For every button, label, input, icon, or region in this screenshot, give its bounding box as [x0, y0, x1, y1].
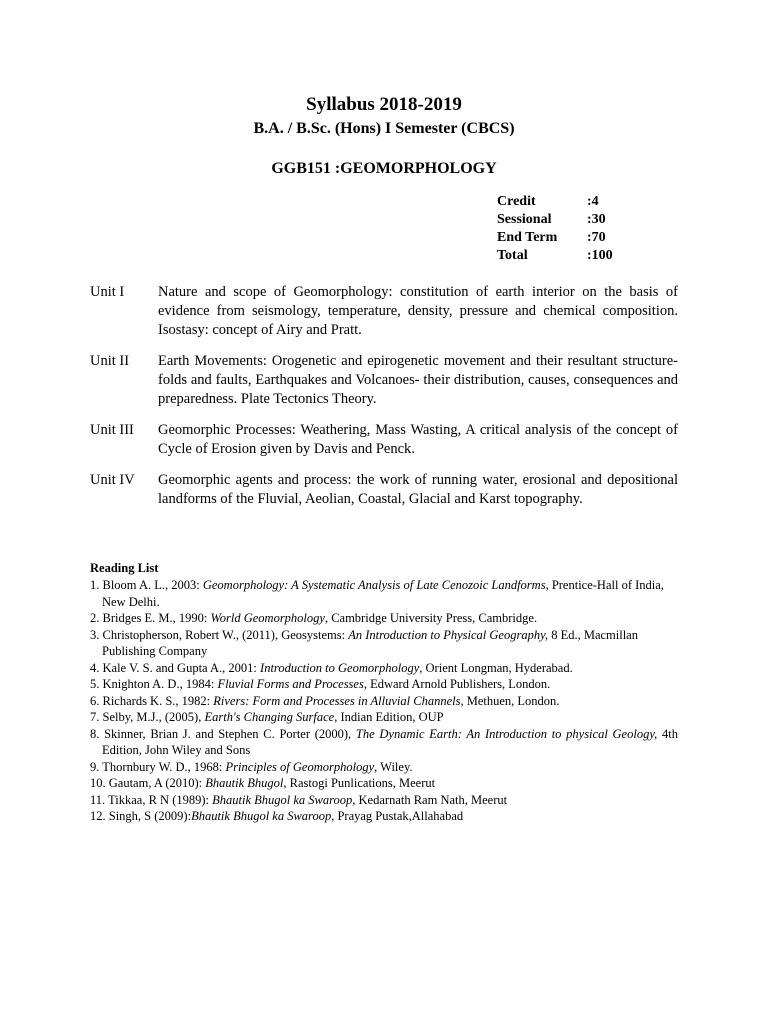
ref-text: 10. Gautam, A (2010): — [90, 776, 206, 790]
ref-text: 8. Skinner, Brian J. and Stephen C. Porter (2000), — [90, 726, 356, 741]
ref-text: , Kedarnath Ram Nath, Meerut — [352, 792, 508, 807]
ref-text: 8 Ed., Macmillan Publishing Company — [102, 627, 638, 658]
unit-label: Unit II — [90, 353, 130, 369]
credit-value: :4 — [587, 194, 599, 209]
reference-item — [90, 759, 678, 776]
credit-value: :70 — [587, 230, 606, 245]
credit-value: :30 — [587, 212, 606, 227]
ref-text: Indian Edition, OUP — [337, 710, 444, 724]
ref-text: , Prentice-Hall of India, New Delhi. — [102, 578, 664, 609]
reading-list-title: Reading List — [90, 561, 159, 575]
unit-item — [90, 352, 678, 409]
credit-label: Total — [497, 248, 528, 263]
ref-text: 6. Richards K. S., 1982: — [90, 693, 214, 708]
unit-description: Geomorphic agents and process: the work of running water, erosional and depositional landforms of the Fluvial, Aeolian, Coastal, Glacial and Karst topography. — [158, 472, 678, 507]
ref-title: Bhautik Bhugol ka Swaroop — [212, 792, 353, 807]
document-header — [0, 92, 768, 180]
ref-text: 9. Thornbury W. D., 1968: — [90, 759, 226, 774]
unit-description: Nature and scope of Geomorphology: constitution of earth interior on the basis of evidence from seismology, temperature, density, pressure and chemical composition. Isostasy: concept of Airy and Pratt. — [158, 284, 678, 338]
unit-label: Unit I — [90, 284, 125, 300]
ref-text: 2. Bridges E. M., 1990: — [90, 611, 211, 625]
ref-title: Fluvial Forms and Processes — [217, 677, 364, 691]
unit-item — [90, 421, 678, 459]
credit-label: Credit — [497, 194, 536, 209]
ref-title: Bhautik Bhugol ka Swaroop — [191, 809, 332, 823]
reference-item — [90, 808, 678, 825]
credit-row — [497, 211, 613, 229]
ref-title: Introduction to Geomorphology — [260, 660, 420, 675]
ref-text: , Wiley. — [374, 759, 413, 774]
unit-label: Unit IV — [90, 472, 135, 488]
reference-item — [90, 709, 678, 726]
ref-text: 5. Knighton A. D., 1984: — [90, 677, 218, 691]
credit-label: Sessional — [497, 212, 552, 227]
credit-value: :100 — [587, 248, 613, 263]
ref-title: Earth's Changing Surface, — [204, 710, 338, 724]
reference-item — [90, 726, 678, 759]
reading-list — [90, 560, 678, 825]
credit-row — [497, 247, 613, 265]
ref-text: 4th Edition, John Wiley and Sons — [102, 726, 678, 757]
ref-text: , Cambridge University Press, Cambridge. — [324, 611, 538, 625]
ref-text: 11. Tikkaa, R N (1989): — [90, 792, 213, 807]
reference-item — [90, 660, 678, 677]
ref-text: , Prayag Pustak,Allahabad — [331, 809, 464, 823]
credit-label: End Term — [497, 230, 558, 245]
ref-title: World Geomorphology — [210, 611, 325, 625]
ref-title: The Dynamic Earth: An Introduction to physical Geology, — [355, 726, 658, 741]
ref-text: 7. Selby, M.J., (2005), — [90, 710, 205, 724]
ref-title: Geomorphology: A Systematic Analysis of Late Cenozoic Landforms — [202, 578, 546, 592]
page-title: Syllabus 2018-2019 — [306, 94, 462, 115]
reference-item — [90, 610, 678, 627]
ref-text: 4. Kale V. S. and Gupta A., 2001: — [90, 660, 261, 675]
ref-title: Principles of Geomorphology — [225, 759, 375, 774]
ref-title: Bhautik Bhugol — [205, 776, 284, 790]
ref-text: 3. Christopherson, Robert W., (2011), Geosystems: — [90, 627, 349, 642]
unit-label: Unit III — [90, 422, 134, 438]
unit-description: Earth Movements: Orogenetic and epirogenetic movement and their resultant structure- folds and faults, Earthquakes and Volcanoes- their distribution, causes, consequences and preparedness. Plate Tectonics Theory. — [158, 353, 678, 407]
reference-item — [90, 792, 678, 809]
credits-table — [497, 193, 613, 265]
reference-item — [90, 627, 678, 660]
ref-text: , Orient Longman, Hyderabad. — [419, 660, 573, 675]
course-title: GGB151 :GEOMORPHOLOGY — [271, 160, 497, 177]
unit-description: Geomorphic Processes: Weathering, Mass Wasting, A critical analysis of the concept of Cycle of Erosion given by Davis and Penck. — [158, 422, 678, 457]
ref-text: , Edward Arnold Publishers, London. — [363, 677, 551, 691]
reference-item — [90, 775, 678, 792]
ref-text: 1. Bloom A. L., 2003: — [90, 578, 203, 592]
credit-row — [497, 229, 613, 247]
unit-item — [90, 283, 678, 340]
reference-item — [90, 693, 678, 710]
reference-item — [90, 577, 678, 610]
ref-text: , Methuen, London. — [460, 693, 560, 708]
ref-text: 12. Singh, S (2009): — [90, 809, 192, 823]
units-list — [90, 283, 678, 521]
ref-title: Rivers: Form and Processes in Alluvial Channels — [213, 693, 461, 708]
program-subtitle: B.A. / B.Sc. (Hons) I Semester (CBCS) — [253, 120, 515, 137]
ref-title: An Introduction to Physical Geography, — [348, 627, 549, 642]
ref-text: , Rastogi Punlications, Meerut — [283, 776, 436, 790]
unit-item — [90, 471, 678, 509]
reference-item — [90, 676, 678, 693]
credit-row — [497, 193, 613, 211]
